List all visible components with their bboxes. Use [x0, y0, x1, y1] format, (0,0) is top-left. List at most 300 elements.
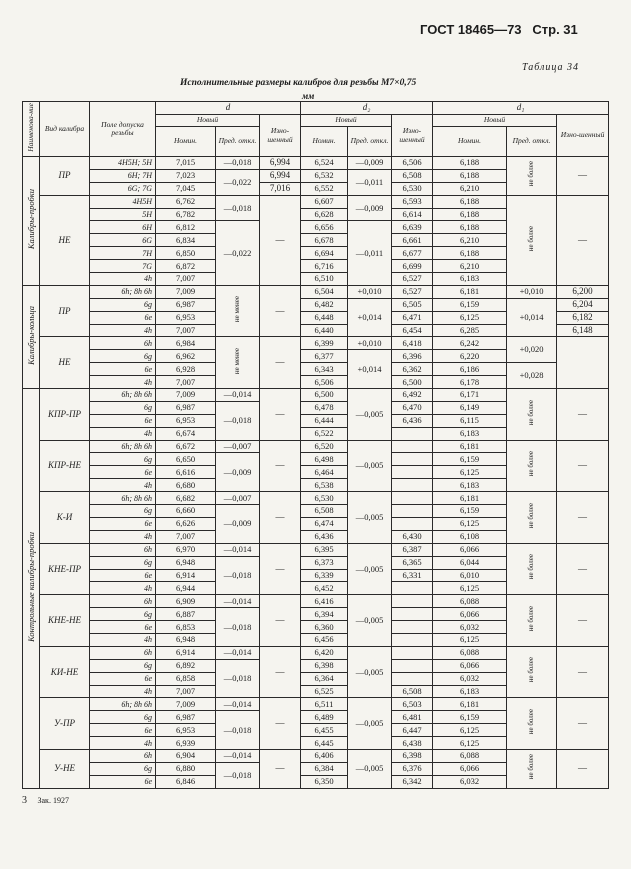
d-nomin: 6,674	[156, 427, 216, 440]
header-d1-nomin: Номин.	[433, 127, 507, 157]
d2-nomin: 6,373	[301, 556, 348, 569]
header-vid-kalibra: Вид калибра	[40, 102, 90, 157]
d-nomin: 6,858	[156, 672, 216, 685]
d-pred-otkl: —0,014	[216, 389, 260, 402]
d2-iznoshennyi: 6,436	[392, 414, 433, 427]
d-iznoshennyi: —	[260, 698, 301, 750]
tolerance-field: 7H	[90, 247, 156, 260]
gauge-type: КПР-НЕ	[40, 440, 90, 492]
d1-pred-otkl: не более	[507, 749, 557, 788]
tolerance-field: 6e	[90, 517, 156, 530]
d2-iznoshennyi	[392, 659, 433, 672]
tolerance-field: 6H; 7H	[90, 169, 156, 182]
d2-pred-otkl: —0,005	[348, 543, 392, 595]
d1-nomin: 6,188	[433, 221, 507, 234]
d1-nomin: 6,183	[433, 479, 507, 492]
d1-nomin: 6,125	[433, 724, 507, 737]
tolerance-field: 6e	[90, 466, 156, 479]
d-pred-otkl: —0,014	[216, 749, 260, 762]
d2-iznoshennyi	[392, 582, 433, 595]
d-nomin: 6,953	[156, 414, 216, 427]
d2-nomin: 6,524	[301, 157, 348, 170]
tolerance-field: 6g	[90, 298, 156, 311]
d1-nomin: 6,159	[433, 505, 507, 518]
header-d-nomin: Номин.	[156, 127, 216, 157]
d-nomin: 6,626	[156, 517, 216, 530]
d-pred-otkl: —0,018	[216, 762, 260, 788]
d-nomin: 7,007	[156, 273, 216, 286]
gauge-type: У-НЕ	[40, 749, 90, 788]
tolerance-field: 6g	[90, 556, 156, 569]
d1-nomin: 6,183	[433, 427, 507, 440]
d-pred-otkl: не менее	[216, 285, 260, 337]
d2-pred-otkl: —0,009	[348, 195, 392, 221]
d2-nomin: 6,445	[301, 737, 348, 750]
d-iznoshennyi: —	[260, 543, 301, 595]
d-nomin: 7,007	[156, 685, 216, 698]
table-row	[23, 698, 609, 711]
table-row	[23, 749, 609, 762]
d2-iznoshennyi: 6,430	[392, 530, 433, 543]
d-nomin: 6,948	[156, 556, 216, 569]
d1-nomin: 6,171	[433, 389, 507, 402]
header-d2-iznoshennyi: Изно-шенный	[392, 115, 433, 157]
d-pred-otkl: —0,018	[216, 556, 260, 595]
d-pred-otkl: —0,018	[216, 195, 260, 221]
d-pred-otkl: —0,018	[216, 659, 260, 698]
d2-nomin: 6,656	[301, 221, 348, 234]
d-nomin: 6,853	[156, 621, 216, 634]
d1-pred-otkl: не более	[507, 157, 557, 196]
d-nomin: 7,007	[156, 324, 216, 337]
d-nomin: 7,009	[156, 389, 216, 402]
tolerance-field: 4h	[90, 633, 156, 646]
d1-nomin: 6,125	[433, 633, 507, 646]
d2-iznoshennyi: 6,500	[392, 376, 433, 389]
d2-iznoshennyi: 6,508	[392, 169, 433, 182]
d2-nomin: 6,678	[301, 234, 348, 247]
d-pred-otkl: —0,018	[216, 711, 260, 750]
d-iznoshennyi: —	[260, 646, 301, 698]
d-pred-otkl: —0,022	[216, 221, 260, 285]
d2-nomin: 6,508	[301, 505, 348, 518]
header-d-pred: Пред. откл.	[216, 127, 260, 157]
d1-pred-otkl: +0,028	[507, 363, 557, 389]
d1-nomin: 6,125	[433, 466, 507, 479]
d-nomin: 6,909	[156, 595, 216, 608]
d2-iznoshennyi: 6,331	[392, 569, 433, 582]
d2-nomin: 6,364	[301, 672, 348, 685]
d2-iznoshennyi: 6,342	[392, 775, 433, 788]
d2-iznoshennyi: 6,593	[392, 195, 433, 208]
d2-pred-otkl: —0,011	[348, 221, 392, 285]
d1-pred-otkl: не более	[507, 646, 557, 698]
d-iznoshennyi: —	[260, 337, 301, 389]
d1-pred-otkl: +0,010	[507, 285, 557, 298]
d1-iznoshennyi: 6,200	[557, 285, 609, 298]
d-pred-otkl: —0,022	[216, 169, 260, 195]
d2-pred-otkl: —0,009	[348, 157, 392, 170]
d-pred-otkl: не менее	[216, 337, 260, 389]
d2-iznoshennyi	[392, 517, 433, 530]
d-nomin: 7,045	[156, 182, 216, 195]
d2-iznoshennyi: 6,530	[392, 182, 433, 195]
header-pole-dopuska: Поле допуска резьбы	[90, 102, 156, 157]
tolerance-field: 6g	[90, 505, 156, 518]
header-d2-nomin: Номин.	[301, 127, 348, 157]
d2-iznoshennyi	[392, 427, 433, 440]
table-row	[23, 543, 609, 556]
d2-nomin: 6,406	[301, 749, 348, 762]
d2-nomin: 6,498	[301, 453, 348, 466]
footer-order: Зак. 1927	[37, 796, 69, 805]
d1-nomin: 6,188	[433, 157, 507, 170]
d1-nomin: 6,220	[433, 350, 507, 363]
d2-nomin: 6,384	[301, 762, 348, 775]
d2-pred-otkl: —0,011	[348, 169, 392, 195]
tolerance-field: 6g	[90, 711, 156, 724]
d2-nomin: 6,444	[301, 414, 348, 427]
d-nomin: 6,987	[156, 711, 216, 724]
d2-iznoshennyi: 6,527	[392, 273, 433, 286]
d2-iznoshennyi: 6,387	[392, 543, 433, 556]
d2-iznoshennyi: 6,661	[392, 234, 433, 247]
d1-nomin: 6,210	[433, 182, 507, 195]
d1-iznoshennyi: —	[557, 440, 609, 492]
d2-pred-otkl: +0,010	[348, 337, 392, 350]
d-nomin: 6,948	[156, 633, 216, 646]
table-row	[23, 389, 609, 402]
d2-nomin: 6,474	[301, 517, 348, 530]
d-nomin: 6,850	[156, 247, 216, 260]
d1-pred-otkl: +0,014	[507, 298, 557, 337]
d2-iznoshennyi: 6,376	[392, 762, 433, 775]
d1-nomin: 6,188	[433, 208, 507, 221]
tolerance-field: 6e	[90, 363, 156, 376]
d1-pred-otkl: не более	[507, 389, 557, 441]
d-iznoshennyi: 6,994	[260, 157, 301, 170]
tolerance-field: 6g	[90, 350, 156, 363]
tolerance-field: 4h	[90, 376, 156, 389]
d2-iznoshennyi: 6,362	[392, 363, 433, 376]
table-caption: Исполнительные размеры калибров для резьбы M7×0,75	[180, 78, 417, 88]
gauge-type: НЕ	[40, 337, 90, 389]
d-nomin: 7,007	[156, 376, 216, 389]
d-nomin: 6,962	[156, 350, 216, 363]
d1-iznoshennyi: —	[557, 389, 609, 441]
group-label: Контрольные калибры-пробки	[23, 389, 40, 789]
d2-iznoshennyi	[392, 608, 433, 621]
d-iznoshennyi: —	[260, 285, 301, 337]
d1-iznoshennyi: —	[557, 595, 609, 647]
gauge-type: ПР	[40, 157, 90, 196]
tolerance-field: 6h; 8h 6h	[90, 285, 156, 298]
d-iznoshennyi: —	[260, 749, 301, 788]
tolerance-field: 6h	[90, 749, 156, 762]
d2-iznoshennyi: 6,396	[392, 350, 433, 363]
d1-iznoshennyi: —	[557, 698, 609, 750]
gauge-type: КНЕ-НЕ	[40, 595, 90, 647]
header-d1: d₁	[433, 102, 609, 115]
gauge-type: КНЕ-ПР	[40, 543, 90, 595]
d1-iznoshennyi: —	[557, 646, 609, 698]
d2-iznoshennyi	[392, 621, 433, 634]
d2-iznoshennyi	[392, 492, 433, 505]
d2-nomin: 6,500	[301, 389, 348, 402]
page-header	[420, 22, 578, 37]
d1-nomin: 6,125	[433, 737, 507, 750]
d2-nomin: 6,455	[301, 724, 348, 737]
d1-nomin: 6,066	[433, 543, 507, 556]
d2-iznoshennyi: 6,506	[392, 157, 433, 170]
tolerance-field: 4h	[90, 273, 156, 286]
d2-nomin: 6,377	[301, 350, 348, 363]
gauge-type: КПР-ПР	[40, 389, 90, 441]
d2-iznoshennyi: 6,454	[392, 324, 433, 337]
d-pred-otkl: —0,007	[216, 492, 260, 505]
d1-iznoshennyi: 6,182	[557, 311, 609, 324]
d-iznoshennyi: 6,994	[260, 169, 301, 182]
d1-nomin: 6,181	[433, 698, 507, 711]
header-d2: d₂	[301, 102, 433, 115]
d-nomin: 6,872	[156, 260, 216, 273]
d1-pred-otkl: не более	[507, 440, 557, 492]
d-nomin: 6,846	[156, 775, 216, 788]
gauge-type: КИ-НЕ	[40, 646, 90, 698]
d2-iznoshennyi: 6,614	[392, 208, 433, 221]
d2-nomin: 6,456	[301, 633, 348, 646]
gauge-dimensions-table	[22, 101, 609, 789]
d2-iznoshennyi: 6,398	[392, 749, 433, 762]
d-nomin: 6,892	[156, 659, 216, 672]
d2-iznoshennyi	[392, 672, 433, 685]
d2-nomin: 6,416	[301, 595, 348, 608]
d-nomin: 6,680	[156, 479, 216, 492]
d-nomin: 6,616	[156, 466, 216, 479]
table-row	[23, 363, 609, 376]
page-number: Стр. 31	[532, 22, 578, 37]
d2-iznoshennyi: 6,438	[392, 737, 433, 750]
d2-iznoshennyi: 6,481	[392, 711, 433, 724]
d2-nomin: 6,525	[301, 685, 348, 698]
d1-nomin: 6,186	[433, 363, 507, 376]
d-pred-otkl: —0,018	[216, 157, 260, 170]
d1-iznoshennyi: —	[557, 157, 609, 196]
tolerance-field: 6h	[90, 337, 156, 350]
d-nomin: 6,887	[156, 608, 216, 621]
d2-nomin: 6,420	[301, 646, 348, 659]
d1-nomin: 6,159	[433, 453, 507, 466]
d2-nomin: 6,716	[301, 260, 348, 273]
table-body	[23, 157, 609, 789]
tolerance-field: 6h	[90, 646, 156, 659]
d2-iznoshennyi: 6,447	[392, 724, 433, 737]
d2-nomin: 6,538	[301, 479, 348, 492]
d1-nomin: 6,032	[433, 775, 507, 788]
tolerance-field: 6h	[90, 595, 156, 608]
header-d1-novyi: Новый	[433, 115, 557, 127]
d2-pred-otkl: +0,010	[348, 285, 392, 298]
d1-pred-otkl: не более	[507, 195, 557, 285]
d2-nomin: 6,398	[301, 659, 348, 672]
d-nomin: 6,834	[156, 234, 216, 247]
d2-iznoshennyi: 6,508	[392, 685, 433, 698]
d-nomin: 6,914	[156, 646, 216, 659]
d1-nomin: 6,066	[433, 659, 507, 672]
d1-nomin: 6,125	[433, 311, 507, 324]
d2-iznoshennyi: 6,677	[392, 247, 433, 260]
tolerance-field: 6h	[90, 543, 156, 556]
d2-iznoshennyi	[392, 633, 433, 646]
tolerance-field: 6e	[90, 569, 156, 582]
d-nomin: 6,953	[156, 311, 216, 324]
d2-pred-otkl: —0,005	[348, 698, 392, 750]
d1-nomin: 6,183	[433, 273, 507, 286]
header-d-iznoshennyi: Изно-шенный	[260, 115, 301, 157]
d-pred-otkl: —0,018	[216, 401, 260, 440]
d-nomin: 6,987	[156, 298, 216, 311]
d-nomin: 7,009	[156, 285, 216, 298]
tolerance-field: 6H	[90, 221, 156, 234]
d2-iznoshennyi	[392, 646, 433, 659]
tolerance-field: 6G	[90, 234, 156, 247]
header-d1-pred: Пред. откл.	[507, 127, 557, 157]
standard-number: ГОСТ 18465—73	[420, 22, 522, 37]
d-nomin: 6,953	[156, 724, 216, 737]
d2-nomin: 6,504	[301, 285, 348, 298]
tolerance-field: 4H5H; 5H	[90, 157, 156, 170]
table-row	[23, 157, 609, 170]
d2-iznoshennyi: 6,505	[392, 298, 433, 311]
d2-pred-otkl: —0,005	[348, 440, 392, 492]
d-pred-otkl: —0,014	[216, 698, 260, 711]
d1-nomin: 6,066	[433, 762, 507, 775]
table-label: Таблица 34	[522, 62, 579, 73]
header-d2-novyi: Новый	[301, 115, 392, 127]
tolerance-field: 6e	[90, 414, 156, 427]
d-pred-otkl: —0,009	[216, 505, 260, 544]
d1-iznoshennyi	[557, 337, 609, 389]
d-pred-otkl: —0,009	[216, 453, 260, 492]
d2-nomin: 6,694	[301, 247, 348, 260]
d-nomin: 6,987	[156, 401, 216, 414]
d1-nomin: 6,188	[433, 247, 507, 260]
tolerance-field: 6g	[90, 608, 156, 621]
d1-nomin: 6,178	[433, 376, 507, 389]
tolerance-field: 6G; 7G	[90, 182, 156, 195]
d2-nomin: 6,350	[301, 775, 348, 788]
d-pred-otkl: —0,014	[216, 595, 260, 608]
d-pred-otkl: —0,014	[216, 646, 260, 659]
d2-nomin: 6,464	[301, 466, 348, 479]
d1-nomin: 6,188	[433, 169, 507, 182]
d2-iznoshennyi	[392, 440, 433, 453]
d1-pred-otkl: не более	[507, 543, 557, 595]
d2-iznoshennyi: 6,527	[392, 285, 433, 298]
d-iznoshennyi: —	[260, 440, 301, 492]
d2-nomin: 6,489	[301, 711, 348, 724]
d2-iznoshennyi: 6,470	[392, 401, 433, 414]
d2-iznoshennyi: 6,639	[392, 221, 433, 234]
d2-nomin: 6,532	[301, 169, 348, 182]
d1-iznoshennyi: —	[557, 492, 609, 544]
d2-nomin: 6,394	[301, 608, 348, 621]
d1-nomin: 6,088	[433, 595, 507, 608]
d1-nomin: 6,108	[433, 530, 507, 543]
d1-nomin: 6,125	[433, 517, 507, 530]
tolerance-field: 4h	[90, 530, 156, 543]
d1-pred-otkl: не более	[507, 492, 557, 544]
d2-pred-otkl: +0,014	[348, 298, 392, 337]
d2-nomin: 6,511	[301, 698, 348, 711]
d1-iznoshennyi: 6,148	[557, 324, 609, 337]
d1-nomin: 6,032	[433, 672, 507, 685]
tolerance-field: 6h; 8h 6h	[90, 492, 156, 505]
d-nomin: 6,984	[156, 337, 216, 350]
table-header	[23, 102, 609, 157]
gauge-type: НЕ	[40, 195, 90, 285]
d2-iznoshennyi	[392, 466, 433, 479]
d2-pred-otkl: —0,005	[348, 595, 392, 647]
d-pred-otkl: —0,018	[216, 608, 260, 647]
d-nomin: 6,660	[156, 505, 216, 518]
d1-nomin: 6,066	[433, 608, 507, 621]
d1-iznoshennyi: —	[557, 543, 609, 595]
header-d-novyi: Новый	[156, 115, 260, 127]
d2-iznoshennyi	[392, 453, 433, 466]
d-nomin: 6,762	[156, 195, 216, 208]
d1-nomin: 6,010	[433, 569, 507, 582]
d2-nomin: 6,506	[301, 376, 348, 389]
table-row	[23, 440, 609, 453]
d1-nomin: 6,088	[433, 646, 507, 659]
d1-iznoshennyi: —	[557, 195, 609, 285]
table-unit: мм	[302, 91, 315, 101]
tolerance-field: 6g	[90, 659, 156, 672]
d1-nomin: 6,159	[433, 298, 507, 311]
group-label: Калибры-кольца	[23, 285, 40, 388]
d1-nomin: 6,159	[433, 711, 507, 724]
gauge-type: ПР	[40, 285, 90, 337]
tolerance-field: 4H5H	[90, 195, 156, 208]
d1-nomin: 6,188	[433, 195, 507, 208]
tolerance-field: 6g	[90, 401, 156, 414]
header-d2-pred: Пред. откл.	[348, 127, 392, 157]
d1-nomin: 6,181	[433, 492, 507, 505]
tolerance-field: 6h; 8h 6h	[90, 389, 156, 402]
d1-iznoshennyi: 6,204	[557, 298, 609, 311]
header-d: d	[156, 102, 301, 115]
table-row	[23, 285, 609, 298]
tolerance-field: 6g	[90, 453, 156, 466]
d2-nomin: 6,452	[301, 582, 348, 595]
d-nomin: 7,023	[156, 169, 216, 182]
tolerance-field: 4h	[90, 737, 156, 750]
d1-pred-otkl: +0,020	[507, 337, 557, 363]
group-label: Калибры-пробки	[23, 157, 40, 286]
tolerance-field: 6g	[90, 762, 156, 775]
tolerance-field: 4h	[90, 427, 156, 440]
d-nomin: 6,812	[156, 221, 216, 234]
d2-iznoshennyi	[392, 595, 433, 608]
d-nomin: 6,944	[156, 582, 216, 595]
d2-nomin: 6,436	[301, 530, 348, 543]
d2-nomin: 6,478	[301, 401, 348, 414]
d1-pred-otkl: не более	[507, 698, 557, 750]
d1-nomin: 6,125	[433, 582, 507, 595]
tolerance-field: 7G	[90, 260, 156, 273]
d2-nomin: 6,343	[301, 363, 348, 376]
